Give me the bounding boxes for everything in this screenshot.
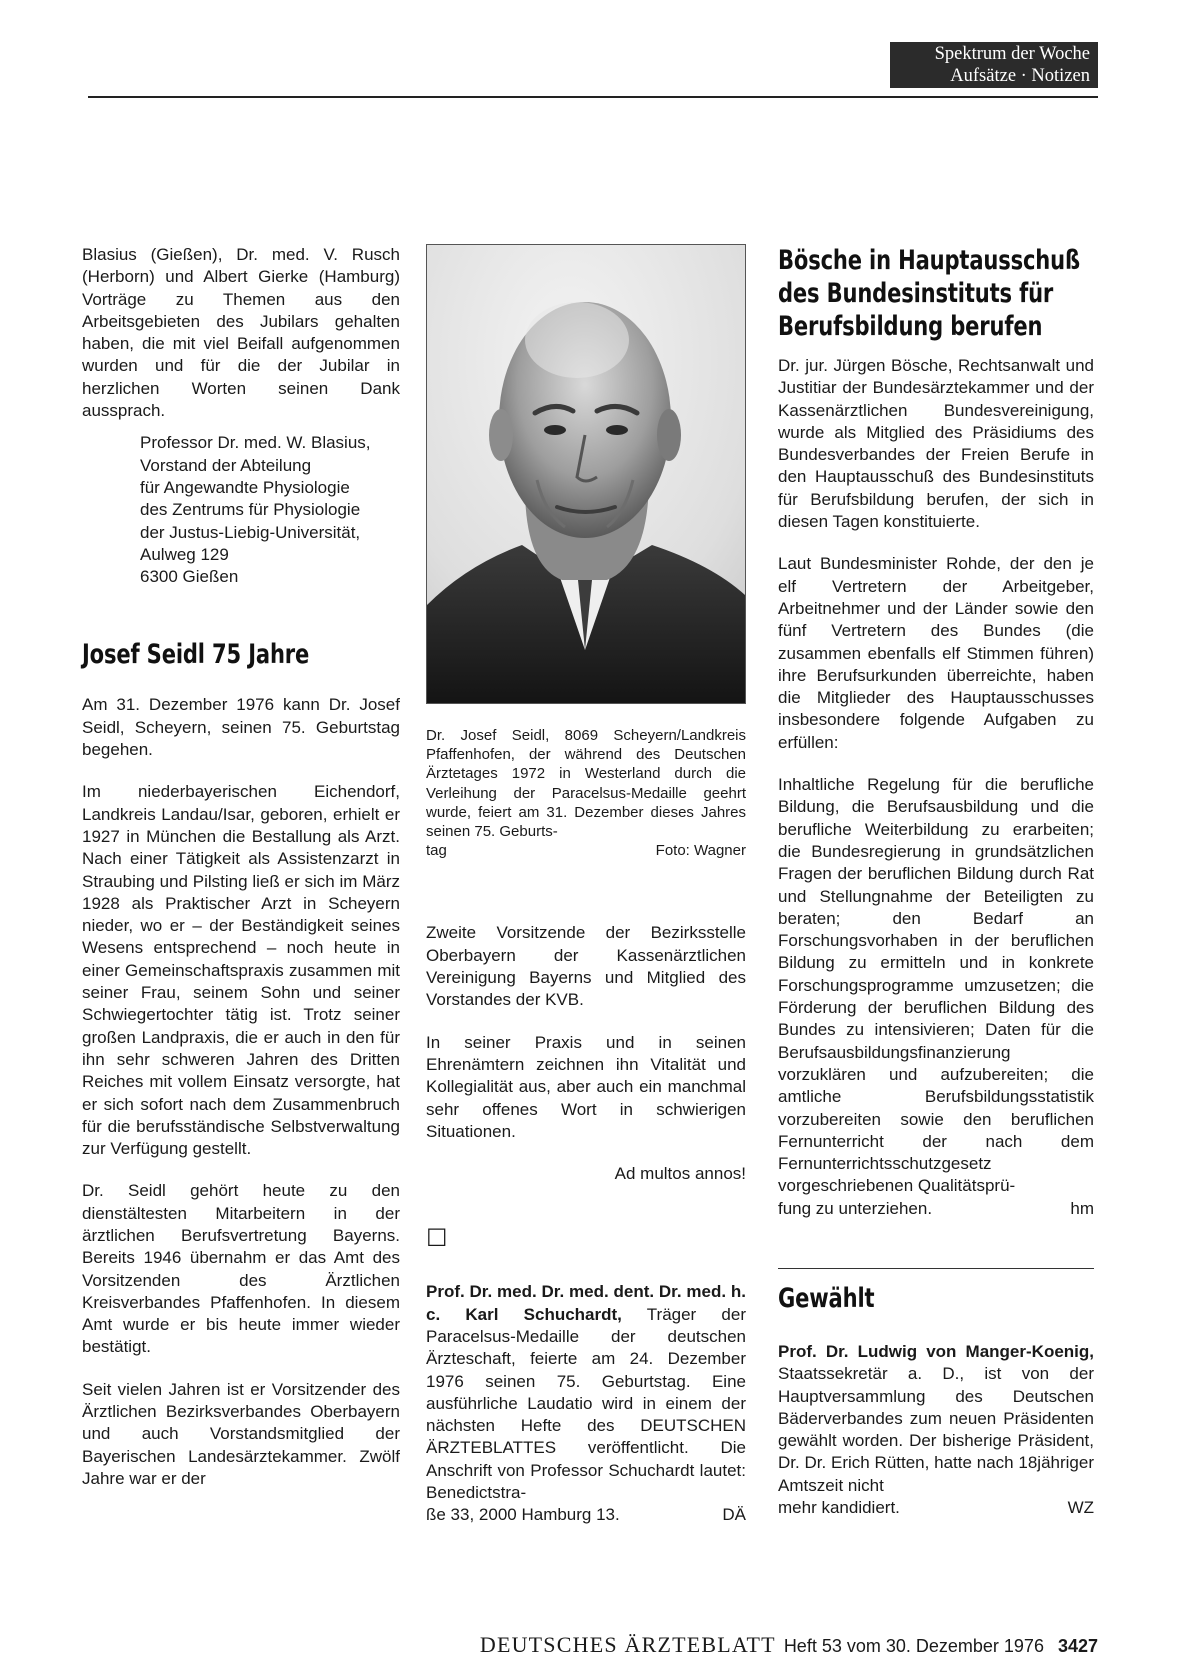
- journal-name: DEUTSCHES ÄRZTEBLATT: [479, 1632, 776, 1657]
- bosche-heading-line2: des Bundesinstituts für: [778, 278, 1054, 309]
- schuchardt-signature: DÄ: [722, 1505, 746, 1525]
- blasius-intro-paragraph: Blasius (Gießen), Dr. med. V. Rusch (Herborn) und Albert Gierke (Hamburg) Vorträge zu Themen aus den Arbeitsgebieten des Jubilars gehalten haben, die mit viel Beifall aufgenommen wurden und für die der Jubilar in herzlichen Worten seinen Dank aussprach.: [82, 245, 400, 421]
- page-number: 3427: [1057, 1636, 1098, 1656]
- section-badge-line2: Aufsätze · Notizen: [950, 66, 1090, 86]
- bosche-last-line: [778, 1198, 1094, 1220]
- bosche-paragraph-1: Dr. jur. Jürgen Bösche, Rechtsanwalt und Justitiar der Bundesärztekammer und der Kassenärztlichen Bundesvereinigung, wurde als Mitglied des Präsidiums des Bundesverbandes der Freien Berufe in den Hauptausschuß des Bundesinstituts für Berufsbildung berufen, der sich in diesen Tagen konstituierte.: [778, 356, 1094, 532]
- seidl-paragraph-1: Am 31. Dezember 1976 kann Dr. Josef Seidl, Scheyern, seinen 75. Geburtstag begehen.: [82, 695, 400, 760]
- bosche-paragraph-2: Laut Bundesminister Rohde, der den je elf Vertretern der Arbeitgeber, Arbeitnehmer und der Länder sowie den fünf Vertretern des Bundes (die zusammen ebenfalls elf Stimmen führen) ihre Berufsurkunden überreichte, haben die Mitglieder des Hauptausschusses insbesondere folgende Aufgaben zu erfüllen:: [778, 554, 1094, 752]
- seidl-paragraph-3: Dr. Seidl gehört heute zu den dienstältesten Mitarbeitern in der ärztlichen Berufsvertretung Bayerns. Bereits 1946 übernahm er das Amt des Vorsitzenden des Ärztlichen Kreisverbandes Pfaffenhofen. In diesem Amt wurde er bis heute immer wieder bestätigt.: [82, 1181, 400, 1357]
- bosche-paragraph-3: Inhaltliche Regelung für die berufliche Bildung, die Berufsausbildung und die berufliche Weiterbildung zu erarbeiten; die Bundesregierung in grundsätzlichen Fragen der beruflichen Bildung durch Rat und Stellungnahme der Beteiligten zu beraten; den Bedarf an Forschungsvorhaben in der beruflichen Bildung zu ermitteln und in konkrete Forschungsprogramme umzusetzen; die Förderung der beruflichen Bildung des Bundes zu intensivieren; Daten für die Berufsausbildungsfinanzierung vorzuklären und aufzubereiten; die amtliche Berufsbildungsstatistik vorzubereiten sowie den beruflichen Fernunterricht der nach dem Fernunterrichtsschutzgesetz vorgeschriebenen Qualitätsprü-: [778, 775, 1094, 1196]
- signature-line: für Angewandte Physiologie: [140, 477, 350, 497]
- schuchardt-end: ße 33, 2000 Hamburg 13.: [426, 1505, 620, 1525]
- gewaehlt-last-line: [778, 1497, 1094, 1519]
- bosche-end: fung zu unterziehen.: [778, 1198, 933, 1218]
- seidl-paragraph-4: Seit vielen Jahren ist er Vorsitzender des Ärztlichen Bezirksverbandes Oberbayern und auch Vorstandsmitglied der Bayerischen Landesärztekammer. Zwölf Jahre war er der: [82, 1379, 400, 1488]
- seidl-continued-paragraph-2: In seiner Praxis und in seinen Ehrenämtern zeichnen ihn Vitalität und Kollegialität aus, aber auch ein manchmal sehr offenes Wort in schwierigen Situationen.: [426, 1032, 746, 1141]
- photo-caption-end-word: tag: [426, 842, 447, 860]
- bosche-heading: [778, 244, 1080, 343]
- closing-wish: Ad multos annos!: [614, 1164, 746, 1184]
- gewaehlt-signature: WZ: [1067, 1498, 1094, 1518]
- column-middle: [426, 244, 746, 1527]
- gewaehlt-end: mehr kandidiert.: [778, 1498, 900, 1518]
- schuchardt-last-line: [426, 1504, 746, 1526]
- section-badge: [890, 42, 1098, 88]
- issue-info: Heft 53 vom 30. Dezember 1976: [783, 1636, 1044, 1656]
- schuchardt-name: Prof. Dr. med. Dr. med. dent. Dr. med. h. c. Karl Schuchardt,: [426, 1282, 746, 1324]
- schuchardt-text: Träger der Paracelsus-Medaille der deutschen Ärzteschaft, feierte am 24. Dezember 1976 seinen 75. Geburtstag. Eine ausführliche Laudatio wird in einem der nächsten Hefte des DEUTSCHEN ÄRZTEBLATTES veröffentlicht. Die Anschrift von Professor Schuchardt lautet: Benedictstra-: [426, 1304, 746, 1503]
- blasius-signature: [82, 432, 400, 588]
- signature-line: Professor Dr. med. W. Blasius,: [140, 433, 371, 453]
- seidl-continued-paragraph-1: Zweite Vorsitzende der Bezirksstelle Oberbayern der Kassenärztlichen Vereinigung Bayerns und Mitglied des Vorstandes der KVB.: [426, 923, 746, 1010]
- gewaehlt-text: Staatssekretär a. D., ist von der Hauptversammlung des Deutschen Bäderverbandes zum neuen Präsidenten gewählt worden. Der bisherige Präsident, Dr. Dr. Erich Rütten, hatte nach 18jähriger Amtszeit nicht: [778, 1364, 1094, 1495]
- header-rule: [88, 96, 1098, 98]
- signature-line: der Justus-Liebig-Universität,: [140, 522, 361, 542]
- signature-line: des Zentrums für Physiologie: [140, 500, 361, 520]
- section-divider: [778, 1268, 1094, 1269]
- bosche-signature: hm: [1070, 1198, 1094, 1218]
- photo-credit: Foto: Wagner: [655, 842, 746, 860]
- signature-line: 6300 Gießen: [140, 567, 239, 587]
- section-badge-line1: Spektrum der Woche: [934, 44, 1090, 64]
- bosche-heading-line3: Berufsbildung berufen: [778, 311, 1043, 342]
- photo-caption: Dr. Josef Seidl, 8069 Scheyern/Landkreis Pfaffenhofen, der während des Deutschen Ärztetages 1972 in Westerland durch die Verleihung der Paracelsus-Medaille geehrt wurde, feiert am 31. Dezember dieses Jahres seinen 75. Geburts-: [426, 727, 746, 841]
- signature-line: Vorstand der Abteilung: [140, 455, 312, 475]
- bosche-heading-line1: Bösche in Hauptausschuß: [778, 245, 1080, 276]
- signature-line: Aulweg 129: [140, 544, 229, 564]
- portrait-photo: [426, 244, 746, 704]
- manger-koenig-name: Prof. Dr. Ludwig von Manger-Koenig,: [778, 1341, 1094, 1361]
- photo-caption-end: [426, 841, 746, 860]
- gewaehlt-heading: Gewählt: [778, 1282, 875, 1314]
- gewaehlt-paragraph: [778, 1341, 1094, 1497]
- page-footer: [414, 1632, 1098, 1658]
- seidl-paragraph-2: Im niederbayerischen Eichendorf, Landkreis Landau/Isar, geboren, erhielt er 1927 in München die Bestallung als Arzt. Nach einer Tätigkeit als Assistenzarzt in Straubing und Pilsting ließ er sich im März 1928 als Praktischer Arzt in Scheyern nieder, wo er – der Beständigkeit seines Wesens entsprechend – noch heute in einer Gemeinschaftspraxis zusammen mit seiner Frau, seinem Sohn und seiner Schwiegertochter tätig ist. Trotz seiner großen Landpraxis, die er auch in den für ihn sehr schweren Jahren des Dritten Reiches mit vollem Einsatz versorgte, hat er sich sofort nach dem Zusammenbruch für die berufsständische Selbstverwaltung zur Verfügung gestellt.: [82, 782, 400, 1159]
- column-right: [778, 244, 1094, 1519]
- end-of-article-box-icon: ☐: [426, 1225, 448, 1253]
- josef-seidl-heading: Josef Seidl 75 Jahre: [82, 639, 310, 671]
- schuchardt-paragraph: [426, 1281, 746, 1504]
- portrait-illustration: [427, 245, 745, 703]
- column-left: [82, 244, 400, 1490]
